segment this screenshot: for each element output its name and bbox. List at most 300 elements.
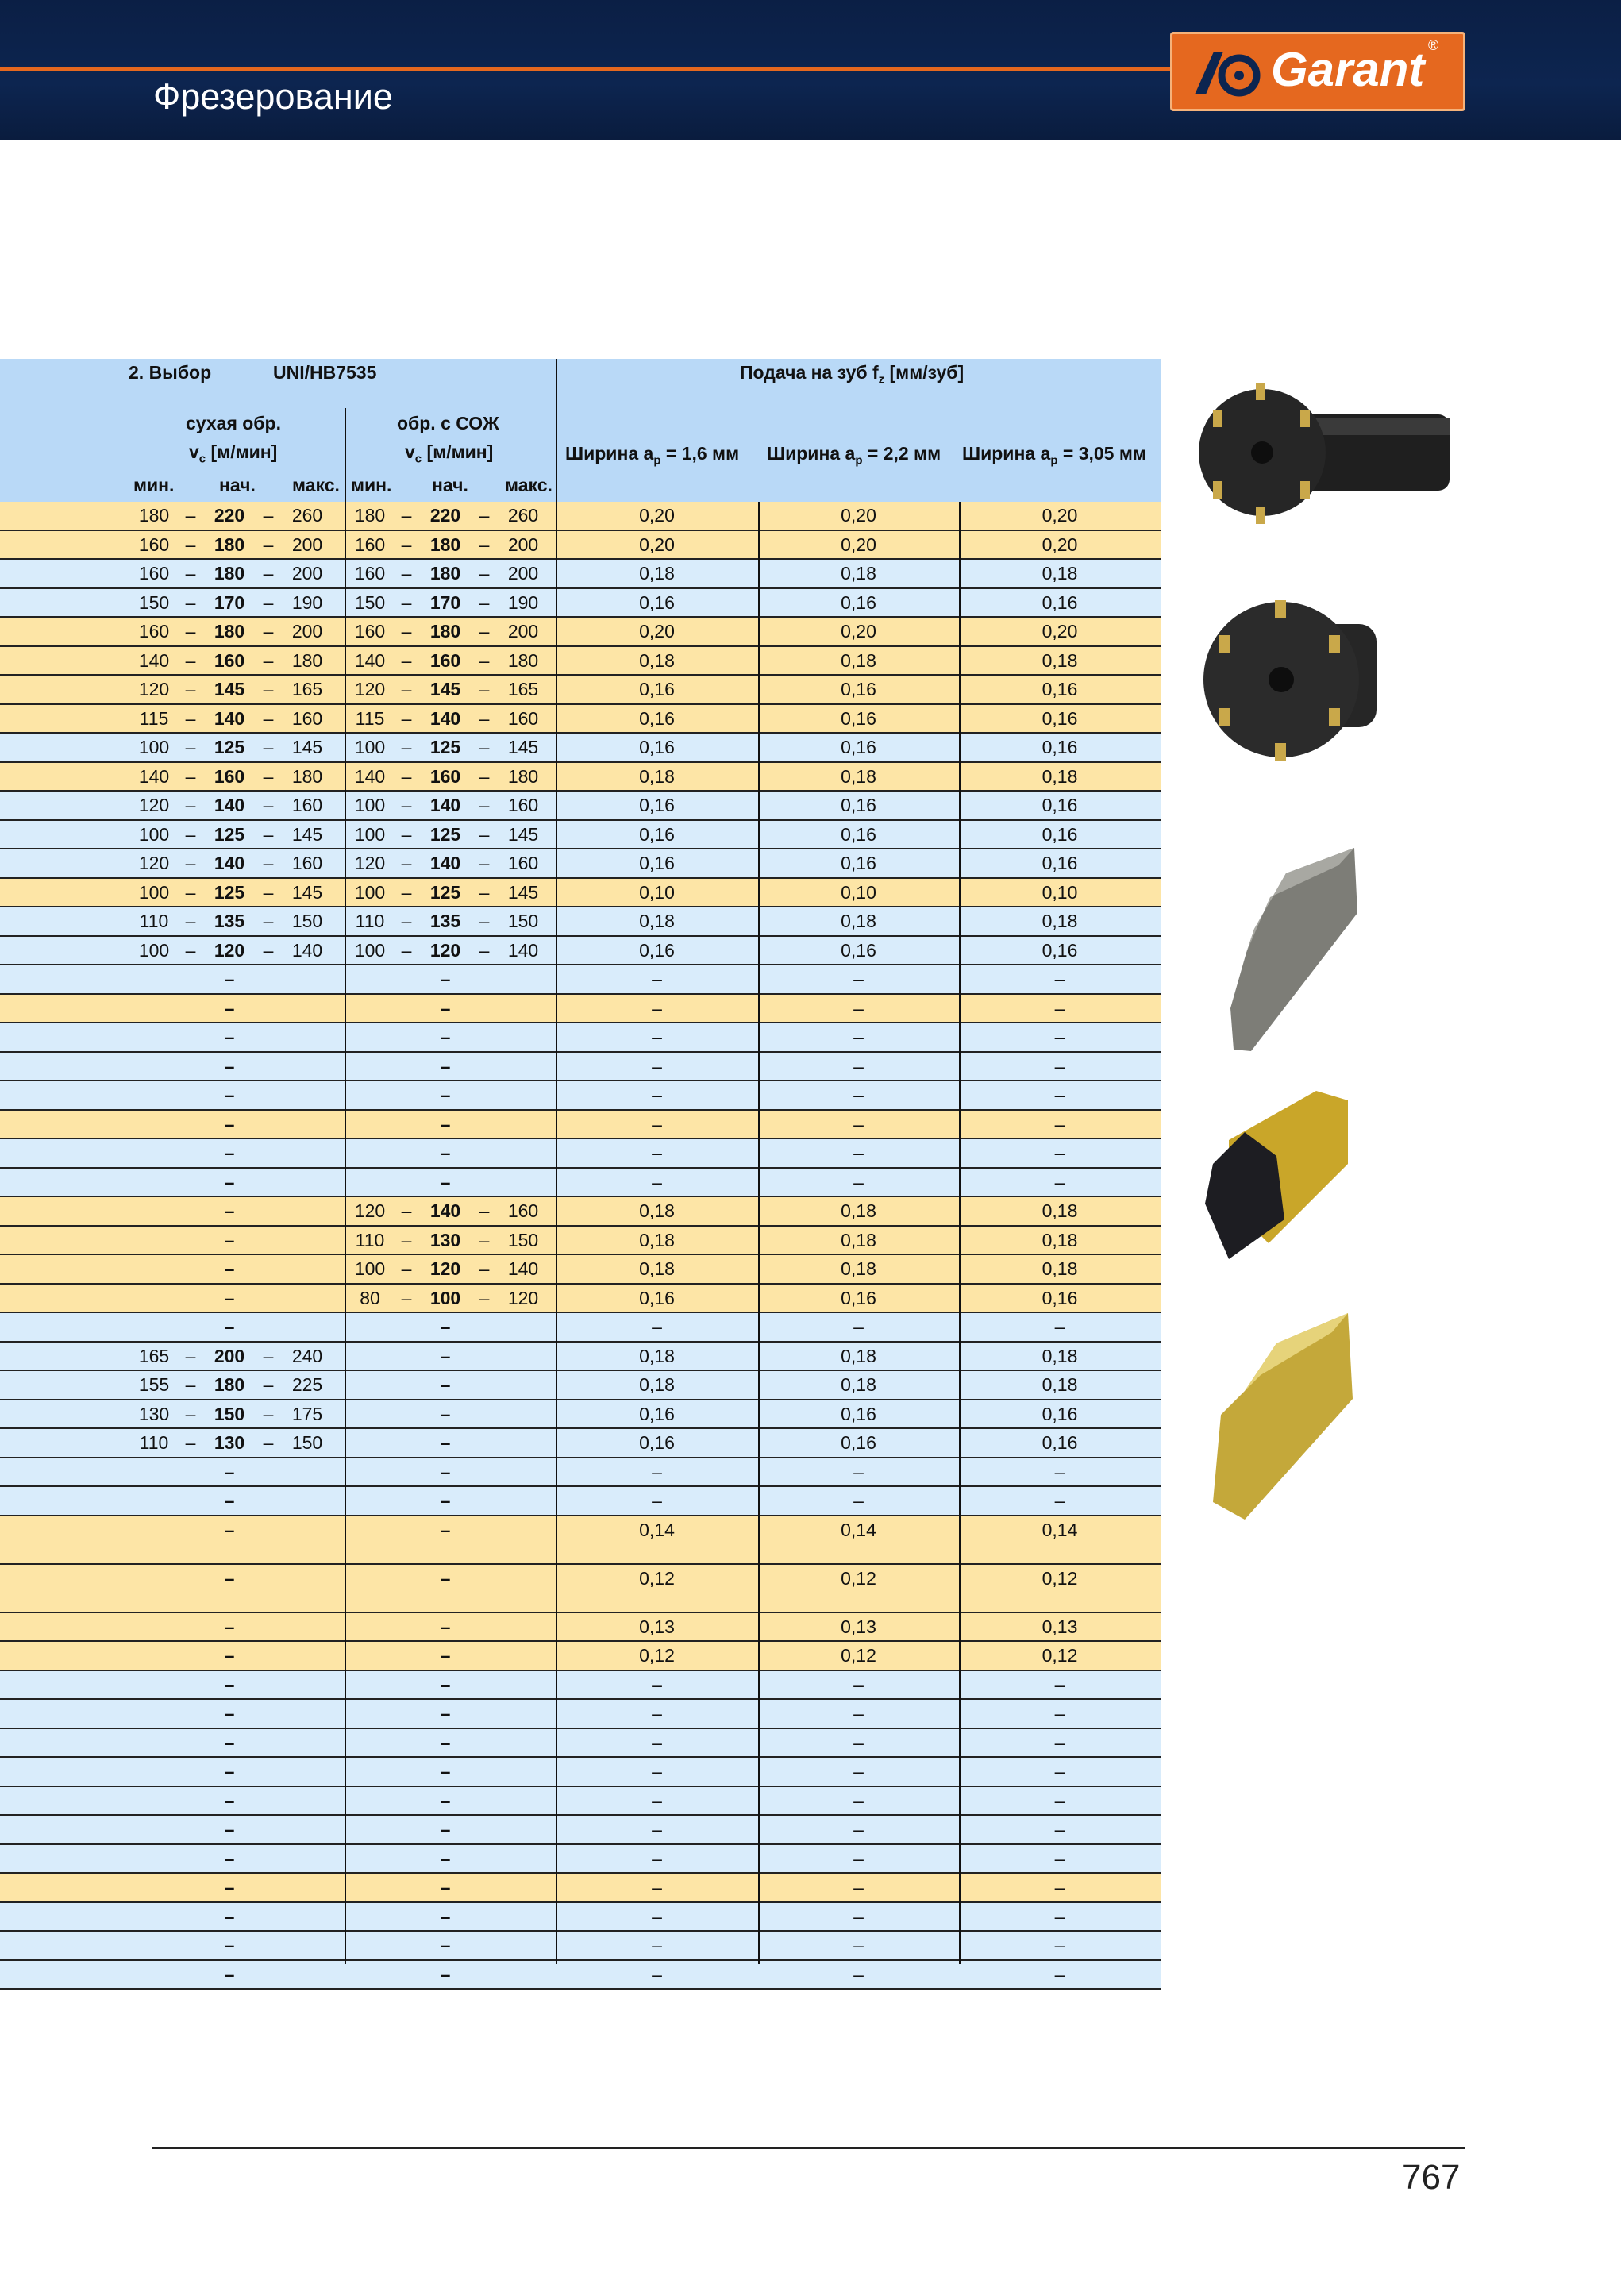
dry-vc-max: 200: [291, 563, 323, 584]
dry-vc-dash: –: [185, 795, 196, 815]
dry-vc-min: 120: [138, 795, 170, 815]
dry-vc-max: 200: [291, 621, 323, 641]
feed-3-05: –: [1054, 1490, 1065, 1511]
dry-vc-dash: –: [185, 505, 196, 526]
table-row: [0, 1053, 1161, 1082]
page-number: 767: [1402, 2158, 1461, 2197]
dry-vc-dash: –: [185, 707, 196, 729]
feed-2-2: 0,18: [841, 1229, 876, 1250]
feed-2-2: –: [853, 1732, 864, 1753]
dry-vc-empty: –: [224, 1905, 235, 1927]
feed-3-05: 0,16: [1042, 795, 1078, 815]
feed-3-05: 0,18: [1042, 563, 1078, 584]
dry-vc-dash: –: [263, 563, 274, 584]
feed-1-6: 0,18: [639, 1258, 675, 1279]
feed-3-05: –: [1054, 1877, 1065, 1897]
coolant-vc-min: 140: [354, 649, 386, 671]
dry-vc-dash: –: [263, 939, 274, 961]
feed-1-6: 0,16: [639, 1403, 675, 1424]
coolant-machining-label: обр. с СОЖ: [397, 413, 499, 433]
feed-3-05: 0,12: [1042, 1645, 1078, 1666]
coolant-vc-empty: –: [440, 1055, 451, 1077]
dry-vc-start: 170: [214, 591, 245, 613]
coolant-vc-empty: –: [440, 1616, 451, 1637]
dry-vc-min: 140: [138, 765, 170, 787]
dry-machining-label: сухая обр.: [186, 413, 281, 433]
coolant-vc-max: 140: [507, 939, 539, 961]
feed-3-05: 0,18: [1042, 1258, 1078, 1279]
table-row: [0, 763, 1161, 792]
dry-vc-min: 130: [138, 1403, 170, 1424]
coolant-vc-dash: –: [479, 679, 490, 699]
coolant-vc-empty: –: [440, 1847, 451, 1869]
feed-2-2: –: [853, 1142, 864, 1163]
dry-vc-start: 135: [214, 911, 245, 931]
dry-vc-max: 260: [291, 505, 323, 526]
feed-2-2: –: [853, 969, 864, 989]
table-row: [0, 1961, 1161, 1990]
grade-label: UNI/HB7535: [273, 362, 377, 383]
feed-1-6: –: [652, 1935, 662, 1955]
feed-1-6: –: [652, 1789, 662, 1811]
table-row: [0, 821, 1161, 850]
feed-2-2: 0,18: [841, 1200, 876, 1221]
dry-vc-start: 140: [214, 707, 245, 729]
feed-1-6: 0,16: [639, 1432, 675, 1453]
dry-vc-empty: –: [224, 1645, 235, 1666]
coolant-vc-empty: –: [440, 1142, 451, 1163]
feed-1-6: –: [652, 969, 662, 989]
coolant-min-label: мин.: [351, 475, 392, 495]
logo-registered: ®: [1428, 37, 1439, 53]
feed-3-05: 0,18: [1042, 1345, 1078, 1366]
feed-2-2: –: [853, 1171, 864, 1192]
table-row: [0, 502, 1161, 531]
feed-3-05: 0,18: [1042, 649, 1078, 671]
coolant-vc-start: 180: [429, 534, 461, 555]
feed-2-2: 0,20: [841, 505, 876, 526]
dry-vc-max: 145: [291, 737, 323, 757]
coolant-vc-dash: –: [479, 881, 490, 903]
dry-vc-empty: –: [224, 969, 235, 989]
feed-1-6: 0,16: [639, 591, 675, 613]
feed-3-05: –: [1054, 1171, 1065, 1192]
coolant-vc-dash: –: [479, 823, 490, 845]
coolant-vc-empty: –: [440, 1461, 451, 1482]
page-header: [0, 0, 1621, 140]
dry-vc-dash: –: [185, 591, 196, 613]
dry-vc-empty: –: [224, 1761, 235, 1782]
feed-3-05: 0,18: [1042, 1374, 1078, 1395]
feed-2-2: 0,16: [841, 1403, 876, 1424]
feed-2-2: 0,16: [841, 1432, 876, 1453]
table-row: [0, 531, 1161, 561]
dry-vc-empty: –: [224, 1819, 235, 1839]
dry-vc-max: 160: [291, 707, 323, 729]
table-row: [0, 1874, 1161, 1903]
feed-3-05: 0,16: [1042, 737, 1078, 757]
table-row: [0, 965, 1161, 995]
feed-3-05: 0,10: [1042, 881, 1078, 903]
dry-vc-min: 115: [139, 707, 169, 729]
dry-vc-dash: –: [185, 737, 196, 757]
feed-1-6: 0,20: [639, 505, 675, 526]
feed-3-05: –: [1054, 969, 1065, 989]
dry-vc-max: 180: [291, 765, 323, 787]
table-row: [0, 1139, 1161, 1169]
feed-2-2: –: [853, 1316, 864, 1337]
disc-cutter-shank-image: [1197, 362, 1459, 546]
dry-vc-empty: –: [224, 1113, 235, 1135]
feed-2-2: 0,12: [841, 1645, 876, 1666]
feed-3-05: –: [1054, 1674, 1065, 1695]
coolant-vc-dash: –: [401, 591, 412, 613]
garant-logo-mark-icon: [1190, 45, 1266, 101]
feed-3-05: –: [1054, 1963, 1065, 1985]
feed-3-05: –: [1054, 1113, 1065, 1135]
dry-vc-min: 100: [138, 881, 170, 903]
coolant-vc-start: 135: [429, 911, 461, 931]
coolant-vc-dash: –: [401, 737, 412, 757]
dry-vc-max: 175: [291, 1403, 323, 1424]
coolant-vc-empty: –: [440, 1374, 451, 1395]
coolant-vc-max: 150: [507, 1229, 539, 1250]
table-row: [0, 1516, 1161, 1565]
dry-vc-dash: –: [185, 1403, 196, 1424]
feed-3-05: –: [1054, 1789, 1065, 1811]
dry-vc-min: 110: [139, 1432, 169, 1453]
feed-2-2: 0,18: [841, 1374, 876, 1395]
dry-vc-empty: –: [224, 1055, 235, 1077]
dry-vc-dash: –: [263, 1432, 274, 1453]
feed-1-6: 0,16: [639, 795, 675, 815]
coolant-vc-start: 125: [429, 737, 461, 757]
table-header: [0, 359, 1161, 502]
feed-2-2: –: [853, 1461, 864, 1482]
dry-vc-start: 140: [214, 853, 245, 873]
coolant-vc-min: 100: [354, 795, 386, 815]
coolant-vc-empty: –: [440, 1113, 451, 1135]
dry-vc-empty: –: [224, 1287, 235, 1308]
feed-1-6: 0,16: [639, 939, 675, 961]
feed-2-2: 0,16: [841, 939, 876, 961]
coolant-vc-start: 160: [429, 765, 461, 787]
table-row: [0, 647, 1161, 676]
dry-vc-empty: –: [224, 1674, 235, 1695]
feed-1-6: –: [652, 1732, 662, 1753]
coolant-vc-empty: –: [440, 1519, 451, 1540]
table-row: [0, 618, 1161, 647]
col-divider-3: [758, 502, 760, 1964]
table-row: [0, 1642, 1161, 1671]
coolant-vc-max: 160: [507, 707, 539, 729]
feed-1-6: 0,12: [639, 1567, 675, 1589]
feed-1-6: –: [652, 1461, 662, 1482]
coolant-vc-dash: –: [479, 853, 490, 873]
dry-vc-start: 140: [214, 795, 245, 815]
dry-vc-empty: –: [224, 1258, 235, 1279]
dry-vc-start: 130: [214, 1432, 245, 1453]
table-row: [0, 1787, 1161, 1816]
feed-1-6: –: [652, 1055, 662, 1077]
coolant-vc-start: 140: [429, 707, 461, 729]
dry-vc-start: 125: [214, 737, 245, 757]
coolant-vc-dash: –: [479, 621, 490, 641]
feed-2-2: –: [853, 1027, 864, 1047]
section-title: Фрезерование: [153, 76, 393, 117]
gold-black-insert-image: [1197, 1084, 1353, 1267]
coolant-vc-empty: –: [440, 1345, 451, 1366]
coolant-vc-empty: –: [440, 1877, 451, 1897]
feed-1-6: –: [652, 1171, 662, 1192]
coolant-vc-empty: –: [440, 1761, 451, 1782]
dry-vc-dash: –: [263, 1403, 274, 1424]
dry-vc-max: 150: [291, 911, 323, 931]
coolant-vc-dash: –: [479, 939, 490, 961]
dry-vc-max: 140: [291, 939, 323, 961]
dry-vc-max: 225: [291, 1374, 323, 1395]
coolant-vc-min: 140: [354, 765, 386, 787]
coolant-vc-empty: –: [440, 997, 451, 1019]
coolant-vc-max: 145: [507, 737, 539, 757]
coolant-vc-start: 180: [429, 563, 461, 584]
feed-3-05: 0,20: [1042, 534, 1078, 555]
coolant-vc-max: 190: [507, 591, 539, 613]
table-row: [0, 1816, 1161, 1845]
width-2-2-label: Ширина $a_p = 2,2$ мм: [767, 443, 941, 468]
dry-vc-min: 120: [138, 679, 170, 699]
feed-3-05: 0,12: [1042, 1567, 1078, 1589]
feed-1-6: –: [652, 1490, 662, 1511]
feed-3-05: 0,16: [1042, 823, 1078, 845]
table-row: [0, 1613, 1161, 1643]
feed-3-05: –: [1054, 1027, 1065, 1047]
dry-vc-empty: –: [224, 1142, 235, 1163]
dry-vc-dash: –: [185, 765, 196, 787]
feed-2-2: 0,16: [841, 795, 876, 815]
dry-vc-start: 160: [214, 765, 245, 787]
table-row: [0, 676, 1161, 705]
coolant-vc-min: 120: [354, 853, 386, 873]
coolant-vc-dash: –: [479, 1229, 490, 1250]
dry-vc-empty: –: [224, 1490, 235, 1511]
feed-2-2: –: [853, 1055, 864, 1077]
col-divider-4: [959, 502, 961, 1964]
table-row: [0, 1371, 1161, 1400]
feed-1-6: –: [652, 1963, 662, 1985]
table-row: [0, 1197, 1161, 1227]
dry-vc-empty: –: [224, 1732, 235, 1753]
feed-1-6: 0,16: [639, 1287, 675, 1308]
coolant-vc-min: 100: [354, 939, 386, 961]
coolant-vc-empty: –: [440, 1674, 451, 1695]
coolant-vc-dash: –: [401, 649, 412, 671]
feed-1-6: –: [652, 1113, 662, 1135]
coolant-vc-max: 200: [507, 534, 539, 555]
dry-vc-start: 150: [214, 1403, 245, 1424]
dry-vc-min: 100: [138, 939, 170, 961]
grey-insert-image: [1199, 842, 1362, 1056]
coolant-vc-dash: –: [479, 765, 490, 787]
dry-vc-dash: –: [185, 853, 196, 873]
feed-3-05: 0,16: [1042, 1403, 1078, 1424]
feed-2-2: –: [853, 1113, 864, 1135]
coolant-vc-start: 140: [429, 853, 461, 873]
table-row: [0, 1845, 1161, 1874]
coolant-vc-min: 180: [354, 505, 386, 526]
feed-2-2: 0,20: [841, 621, 876, 641]
coolant-vc-dash: –: [479, 795, 490, 815]
dry-vc-min: 100: [138, 737, 170, 757]
dry-vc-min: 150: [138, 591, 170, 613]
feed-3-05: 0,18: [1042, 911, 1078, 931]
coolant-vc-max: 200: [507, 621, 539, 641]
feed-3-05: 0,16: [1042, 853, 1078, 873]
dry-vc-min: 160: [138, 534, 170, 555]
feed-1-6: –: [652, 1674, 662, 1695]
dry-vc-dash: –: [185, 1432, 196, 1453]
feed-1-6: 0,18: [639, 563, 675, 584]
dry-vc-dash: –: [185, 881, 196, 903]
coolant-vc-dash: –: [401, 1287, 412, 1308]
table-row: [0, 1081, 1161, 1111]
feed-1-6: 0,20: [639, 534, 675, 555]
coolant-vc-min: 160: [354, 621, 386, 641]
coolant-vc-dash: –: [401, 911, 412, 931]
coolant-vc-start: 140: [429, 1200, 461, 1221]
selection-label: 2. Выбор: [129, 362, 212, 383]
coolant-vc-start: 120: [429, 939, 461, 961]
feed-3-05: –: [1054, 1084, 1065, 1105]
dry-vc-dash: –: [185, 1374, 196, 1395]
feed-1-6: –: [652, 1703, 662, 1724]
coolant-vc-dash: –: [401, 563, 412, 584]
feed-2-2: 0,18: [841, 563, 876, 584]
feed-2-2: –: [853, 997, 864, 1019]
coolant-vc-dash: –: [401, 621, 412, 641]
dry-vc-dash: –: [263, 823, 274, 845]
feed-1-6: 0,16: [639, 737, 675, 757]
dry-vc-max: 145: [291, 823, 323, 845]
coolant-vc-empty: –: [440, 1432, 451, 1453]
coolant-vc-max: 260: [507, 505, 539, 526]
dry-vc-max: 160: [291, 853, 323, 873]
feed-1-6: 0,13: [639, 1616, 675, 1637]
dry-vc-dash: –: [263, 853, 274, 873]
table-row: [0, 1313, 1161, 1343]
table-row: [0, 849, 1161, 879]
feed-3-05: 0,14: [1042, 1519, 1078, 1540]
dry-vc-empty: –: [224, 1847, 235, 1869]
dry-vc-dash: –: [263, 1345, 274, 1366]
coolant-vc-max: 150: [507, 911, 539, 931]
dry-vc-dash: –: [263, 679, 274, 699]
coolant-vc-empty: –: [440, 1567, 451, 1589]
coolant-vc-max: 180: [507, 649, 539, 671]
coolant-vc-dash: –: [401, 1229, 412, 1250]
coolant-vc-empty: –: [440, 1645, 451, 1666]
coolant-vc-max: 165: [507, 679, 539, 699]
width-3-05-label: Ширина $a_p = 3,05$ мм: [962, 443, 1146, 468]
dry-vc-dash: –: [185, 621, 196, 641]
vc-label-coolant: $v_c$ [м/мин]: [405, 441, 494, 466]
feed-1-6: 0,16: [639, 679, 675, 699]
coolant-vc-dash: –: [479, 707, 490, 729]
coolant-vc-empty: –: [440, 1789, 451, 1811]
coolant-vc-min: 150: [354, 591, 386, 613]
coolant-vc-max: 160: [507, 853, 539, 873]
table-row: [0, 1671, 1161, 1701]
feed-3-05: –: [1054, 1905, 1065, 1927]
coolant-vc-dash: –: [479, 1287, 490, 1308]
feed-3-05: –: [1054, 1935, 1065, 1955]
dry-vc-empty: –: [224, 1461, 235, 1482]
dry-vc-dash: –: [185, 911, 196, 931]
table-row: [0, 1458, 1161, 1488]
header-divider: [345, 408, 346, 502]
dry-start-label: нач.: [219, 475, 256, 495]
feed-2-2: 0,16: [841, 823, 876, 845]
feed-1-6: –: [652, 1819, 662, 1839]
feed-1-6: 0,18: [639, 911, 675, 931]
dry-vc-empty: –: [224, 1316, 235, 1337]
table-row: [0, 1169, 1161, 1198]
coolant-vc-min: 80: [360, 1287, 380, 1308]
dry-vc-dash: –: [263, 1374, 274, 1395]
feed-1-6: 0,16: [639, 823, 675, 845]
feed-header: Подача на зуб $f_z$ [мм/зуб]: [740, 362, 965, 387]
dry-vc-start: 180: [214, 534, 245, 555]
feed-3-05: –: [1054, 1142, 1065, 1163]
coolant-vc-dash: –: [479, 1200, 490, 1221]
table-row: [0, 995, 1161, 1024]
dry-vc-min: 140: [138, 649, 170, 671]
coolant-vc-min: 110: [355, 911, 385, 931]
feed-2-2: 0,16: [841, 707, 876, 729]
feed-2-2: 0,10: [841, 881, 876, 903]
feed-1-6: 0,20: [639, 621, 675, 641]
dry-vc-start: 125: [214, 881, 245, 903]
dry-vc-dash: –: [263, 795, 274, 815]
table-row: [0, 1023, 1161, 1053]
table-row: [0, 907, 1161, 937]
coolant-vc-start: 170: [429, 591, 461, 613]
coolant-vc-empty: –: [440, 1490, 451, 1511]
coolant-vc-start: 130: [429, 1229, 461, 1250]
coolant-vc-max: 140: [507, 1258, 539, 1279]
feed-1-6: –: [652, 1084, 662, 1105]
dry-max-label: макс.: [292, 475, 340, 495]
feed-1-6: 0,16: [639, 853, 675, 873]
dry-vc-dash: –: [185, 1345, 196, 1366]
coolant-vc-min: 160: [354, 563, 386, 584]
coolant-vc-dash: –: [479, 1258, 490, 1279]
dry-vc-empty: –: [224, 1200, 235, 1221]
feed-2-2: 0,20: [841, 534, 876, 555]
feed-1-6: 0,18: [639, 1374, 675, 1395]
feed-2-2: –: [853, 1847, 864, 1869]
dry-vc-start: 180: [214, 563, 245, 584]
feed-3-05: –: [1054, 1761, 1065, 1782]
dry-vc-dash: –: [263, 765, 274, 787]
feed-1-6: –: [652, 1761, 662, 1782]
feed-3-05: 0,16: [1042, 939, 1078, 961]
coolant-vc-dash: –: [401, 1200, 412, 1221]
feed-1-6: 0,18: [639, 1200, 675, 1221]
col-divider-2: [556, 359, 557, 1964]
coolant-vc-dash: –: [401, 853, 412, 873]
coolant-vc-empty: –: [440, 1403, 451, 1424]
